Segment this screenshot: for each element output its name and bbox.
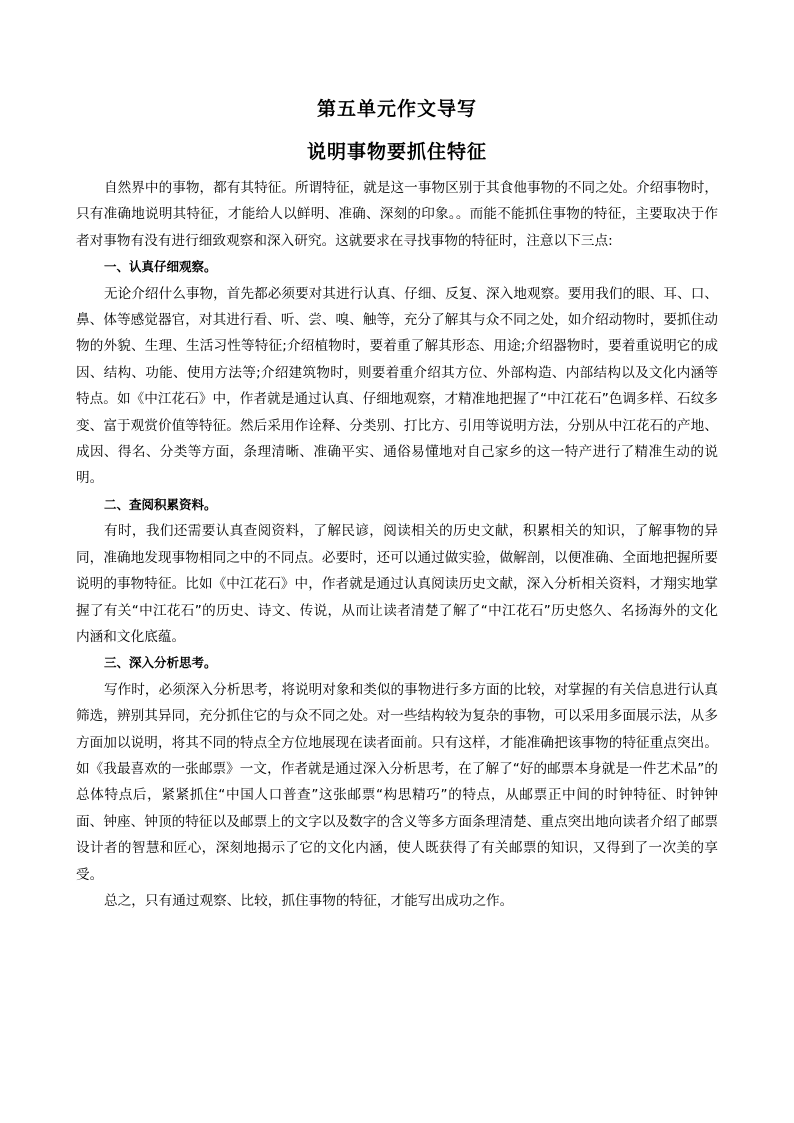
document-body [76, 175, 718, 914]
document-subtitle: 说明事物要抓住特征 [306, 141, 487, 163]
section-body-analyze: 写作时，必须深入分析思考，将说明对象和类似的事物进行多方面的比较，对掌握的有关信息进行认真筛选，辨别其异同，充分抓住它的与众不同之处。对一些结构较为复杂的事物，可以采用多面展示法，从多方面加以说明，将其不同的特点全方位地展现在读者面前。只有这样，才能准确把该事物的特征重点突出。如《我最喜欢的一张邮票》一文，作者就是通过深入分析思考，在了解了“好的邮票本身就是一件艺术品”的总体特点后，紧紧抓住“中国人口普查”这张邮票“构思精巧”的特点，从邮票正中间的时钟特征、时钟钟面、钟座、钟顶的特征以及邮票上的文字以及数字的含义等多方面条理清楚、重点突出地向读者介绍了邮票设计者的智慧和匠心，深刻地揭示了它的文化内涵，使人既获得了有关邮票的知识，又得到了一次美的享受。 [76, 681, 718, 883]
intro-paragraph: 自然界中的事物，都有其特征。所谓特征，就是这一事物区别于其食他事物的不同之处。介绍事物时，只有准确地说明其特征，才能给人以鲜明、准确、深刻的印象。。而能不能抓住事物的特征，主要取决于作者对事物有没有进行细致观察和深入研究。这就要求在寻找事物的特征时，注意以下三点: [76, 180, 718, 249]
section-heading-observe: 一、认真仔细观察。 [104, 259, 217, 275]
section-heading-research: 二、查阅积累资料。 [104, 496, 217, 512]
document-title: 第五单元作文导写 [316, 98, 477, 120]
section-body-observe: 无论介绍什么事物，首先都必须要对其进行认真、仔细、反复、深入地观察。要用我们的眼、耳、口、鼻、体等感觉器官，对其进行看、听、尝、嗅、触等，充分了解其与众不同之处，如介绍动物时，要抓住动物的外貌、生理、生活习性等特征;介绍植物时，要着重了解其形态、用途;介绍器物时，要着重说明它的成因、结构、功能、使用方法等;介绍建筑物时，则要着重介绍其方位、外部构造、内部结构以及文化内涵等特点。如《中江花石》中，作者就是通过认真、仔细地观察，才精准地把握了“中江花石”色调多样、石纹多变、富于观赏价值等特征。然后采用作诠释、分类别、打比方、引用等说明方法，分别从中江花石的产地、成因、得名、分类等方面，条理清晰、准确平实、通俗易懂地对自己家乡的这一特产进行了精准生动的说明。 [76, 285, 718, 487]
section-body-research: 有时，我们还需要认真查阅资料，了解民谚，阅读相关的历史文献，积累相关的知识，了解事物的异同，准确地发现事物相同之中的不同点。必要时，还可以通过做实验，做解剖，以便准确、全面地把握所要说明的事物特征。比如《中江花石》中，作者就是通过认真阅读历史文献，深入分析相关资料，才翔实地掌握了有关“中江花石”的历史、诗文、传说，从而让读者清楚了解了“中江花石”历史悠久、名扬海外的文化内涵和文化底蕴。 [76, 523, 718, 645]
conclusion-paragraph: 总之，只有通过观察、比较，抓住事物的特征，才能写出成功之作。 [104, 892, 514, 909]
section-heading-analyze: 三、深入分析思考。 [104, 655, 217, 671]
